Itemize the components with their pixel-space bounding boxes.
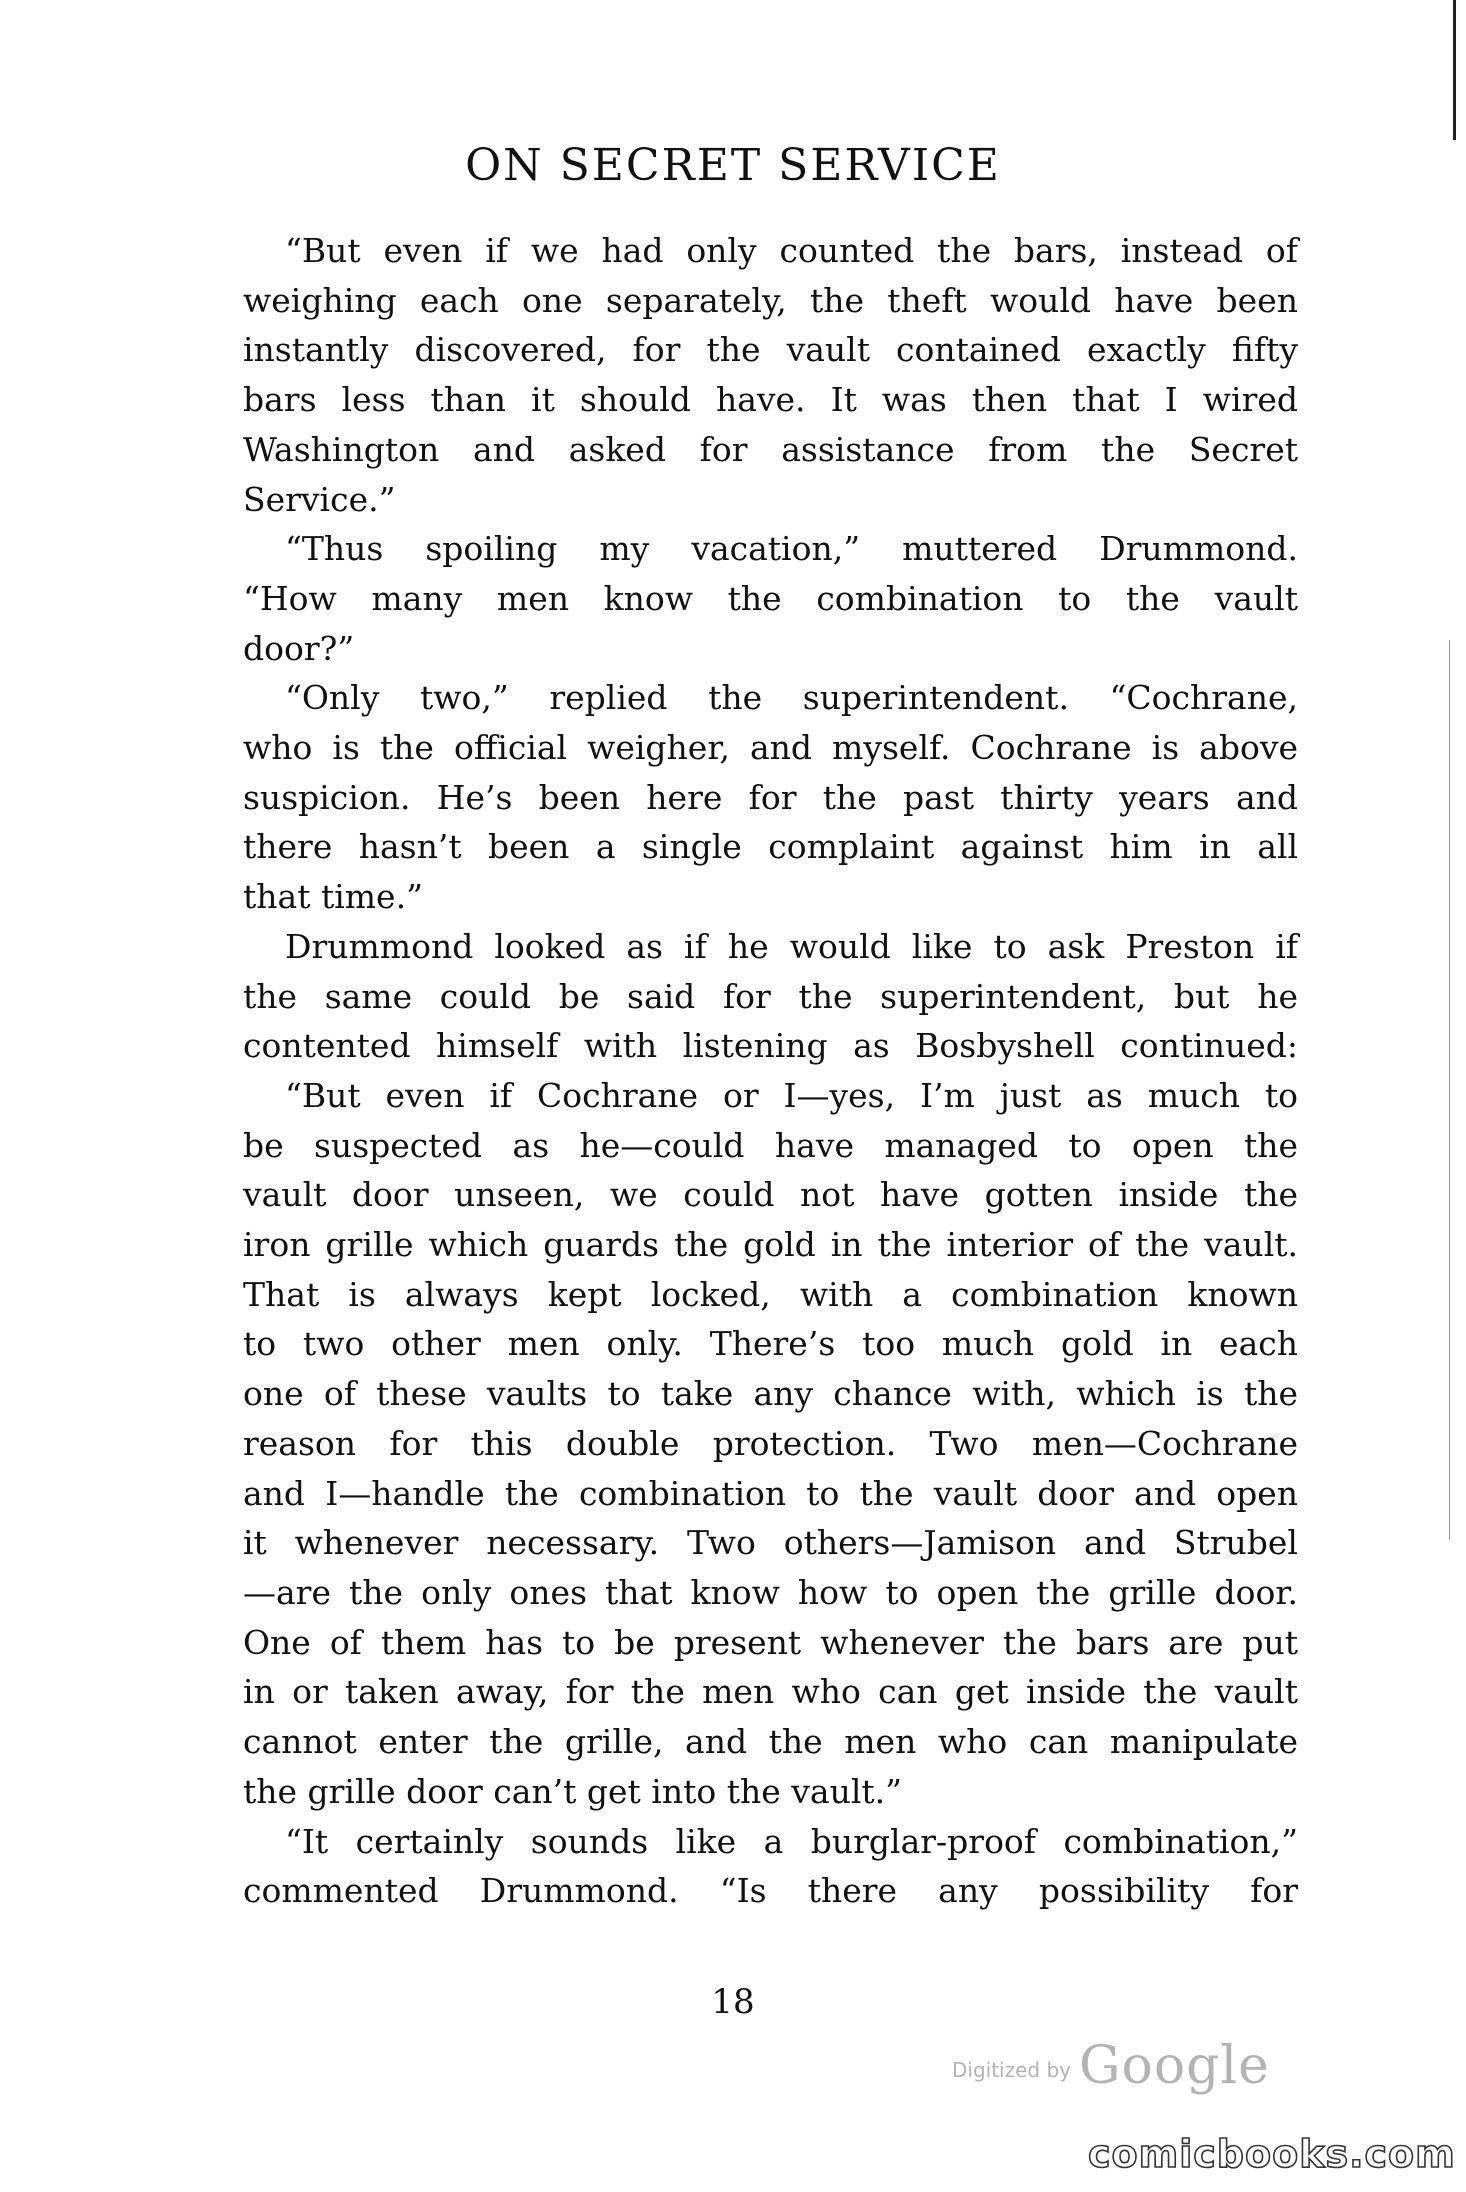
text-line: Service.” xyxy=(243,479,396,519)
page-number: 18 xyxy=(711,1982,755,2022)
text-line: cannot enter the grille, and the men who can manipulate xyxy=(243,1722,1298,1762)
text-line: that time.” xyxy=(243,877,423,917)
text-line: one of these vaults to take any chance with, which is the xyxy=(243,1374,1298,1414)
text-line: instantly discovered, for the vault contained exactly fifty xyxy=(243,330,1298,370)
google-logo: Google xyxy=(1079,2036,1270,2096)
digitized-by-google-watermark xyxy=(952,2036,1270,2096)
text-line: be suspected as he—could have managed to open the xyxy=(243,1125,1298,1165)
running-head: ON SECRET SERVICE xyxy=(465,140,1001,191)
text-line: vault door unseen, we could not have gotten inside the xyxy=(243,1175,1298,1215)
text-line: One of them has to be present whenever the bars are put xyxy=(243,1622,1298,1662)
scan-edge-line xyxy=(1453,0,1456,140)
site-watermark: comicbooks.com xyxy=(1088,2132,1456,2176)
text-line: “But even if Cochrane or I—yes, I’m just as much to xyxy=(285,1075,1298,1115)
text-line: who is the official weigher, and myself. Cochrane is above xyxy=(243,728,1298,768)
text-line: “Only two,” replied the superintendent. “Cochrane, xyxy=(285,678,1298,718)
text-line: bars less than it should have. It was then that I wired xyxy=(243,380,1298,420)
text-line: there hasn’t been a single complaint against him in all xyxy=(243,827,1298,867)
text-line: iron grille which guards the gold in the interior of the vault. xyxy=(243,1225,1298,1265)
text-line: —are the only ones that know how to open the grille door. xyxy=(243,1572,1298,1612)
text-line: the same could be said for the superintendent, but he xyxy=(243,976,1298,1016)
text-line: and I—handle the combination to the vault door and open xyxy=(243,1473,1298,1513)
text-line: contented himself with listening as Bosbyshell continued: xyxy=(243,1026,1298,1066)
body-text xyxy=(243,226,1298,1916)
text-line: Drummond looked as if he would like to ask Preston if xyxy=(285,926,1298,966)
digitized-by-label: Digitized by xyxy=(952,2058,1071,2082)
text-line: it whenever necessary. Two others—Jamison and Strubel xyxy=(243,1523,1298,1563)
text-line: “But even if we had only counted the bars, instead of xyxy=(285,231,1298,270)
text-line: “Thus spoiling my vacation,” muttered Drummond. xyxy=(285,529,1298,569)
text-line: in or taken away, for the men who can get inside the vault xyxy=(243,1672,1298,1712)
scan-edge-line-faint xyxy=(1449,640,1450,1540)
text-line: That is always kept locked, with a combination known xyxy=(243,1274,1298,1314)
text-line: Washington and asked for assistance from the Secret xyxy=(243,429,1298,469)
text-line: weighing each one separately, the theft would have been xyxy=(243,280,1298,320)
text-line: the grille door can’t get into the vault.” xyxy=(243,1771,903,1811)
text-line: door?” xyxy=(243,628,355,668)
text-line: commented Drummond. “Is there any possibility for xyxy=(243,1871,1298,1911)
text-line: “It certainly sounds like a burglar-proof combination,” xyxy=(285,1821,1298,1861)
text-line: reason for this double protection. Two men—Cochrane xyxy=(243,1423,1298,1463)
text-line: “How many men know the combination to the vault xyxy=(243,578,1298,618)
text-line: to two other men only. There’s too much gold in each xyxy=(243,1324,1298,1364)
text-line: suspicion. He’s been here for the past thirty years and xyxy=(243,777,1298,817)
